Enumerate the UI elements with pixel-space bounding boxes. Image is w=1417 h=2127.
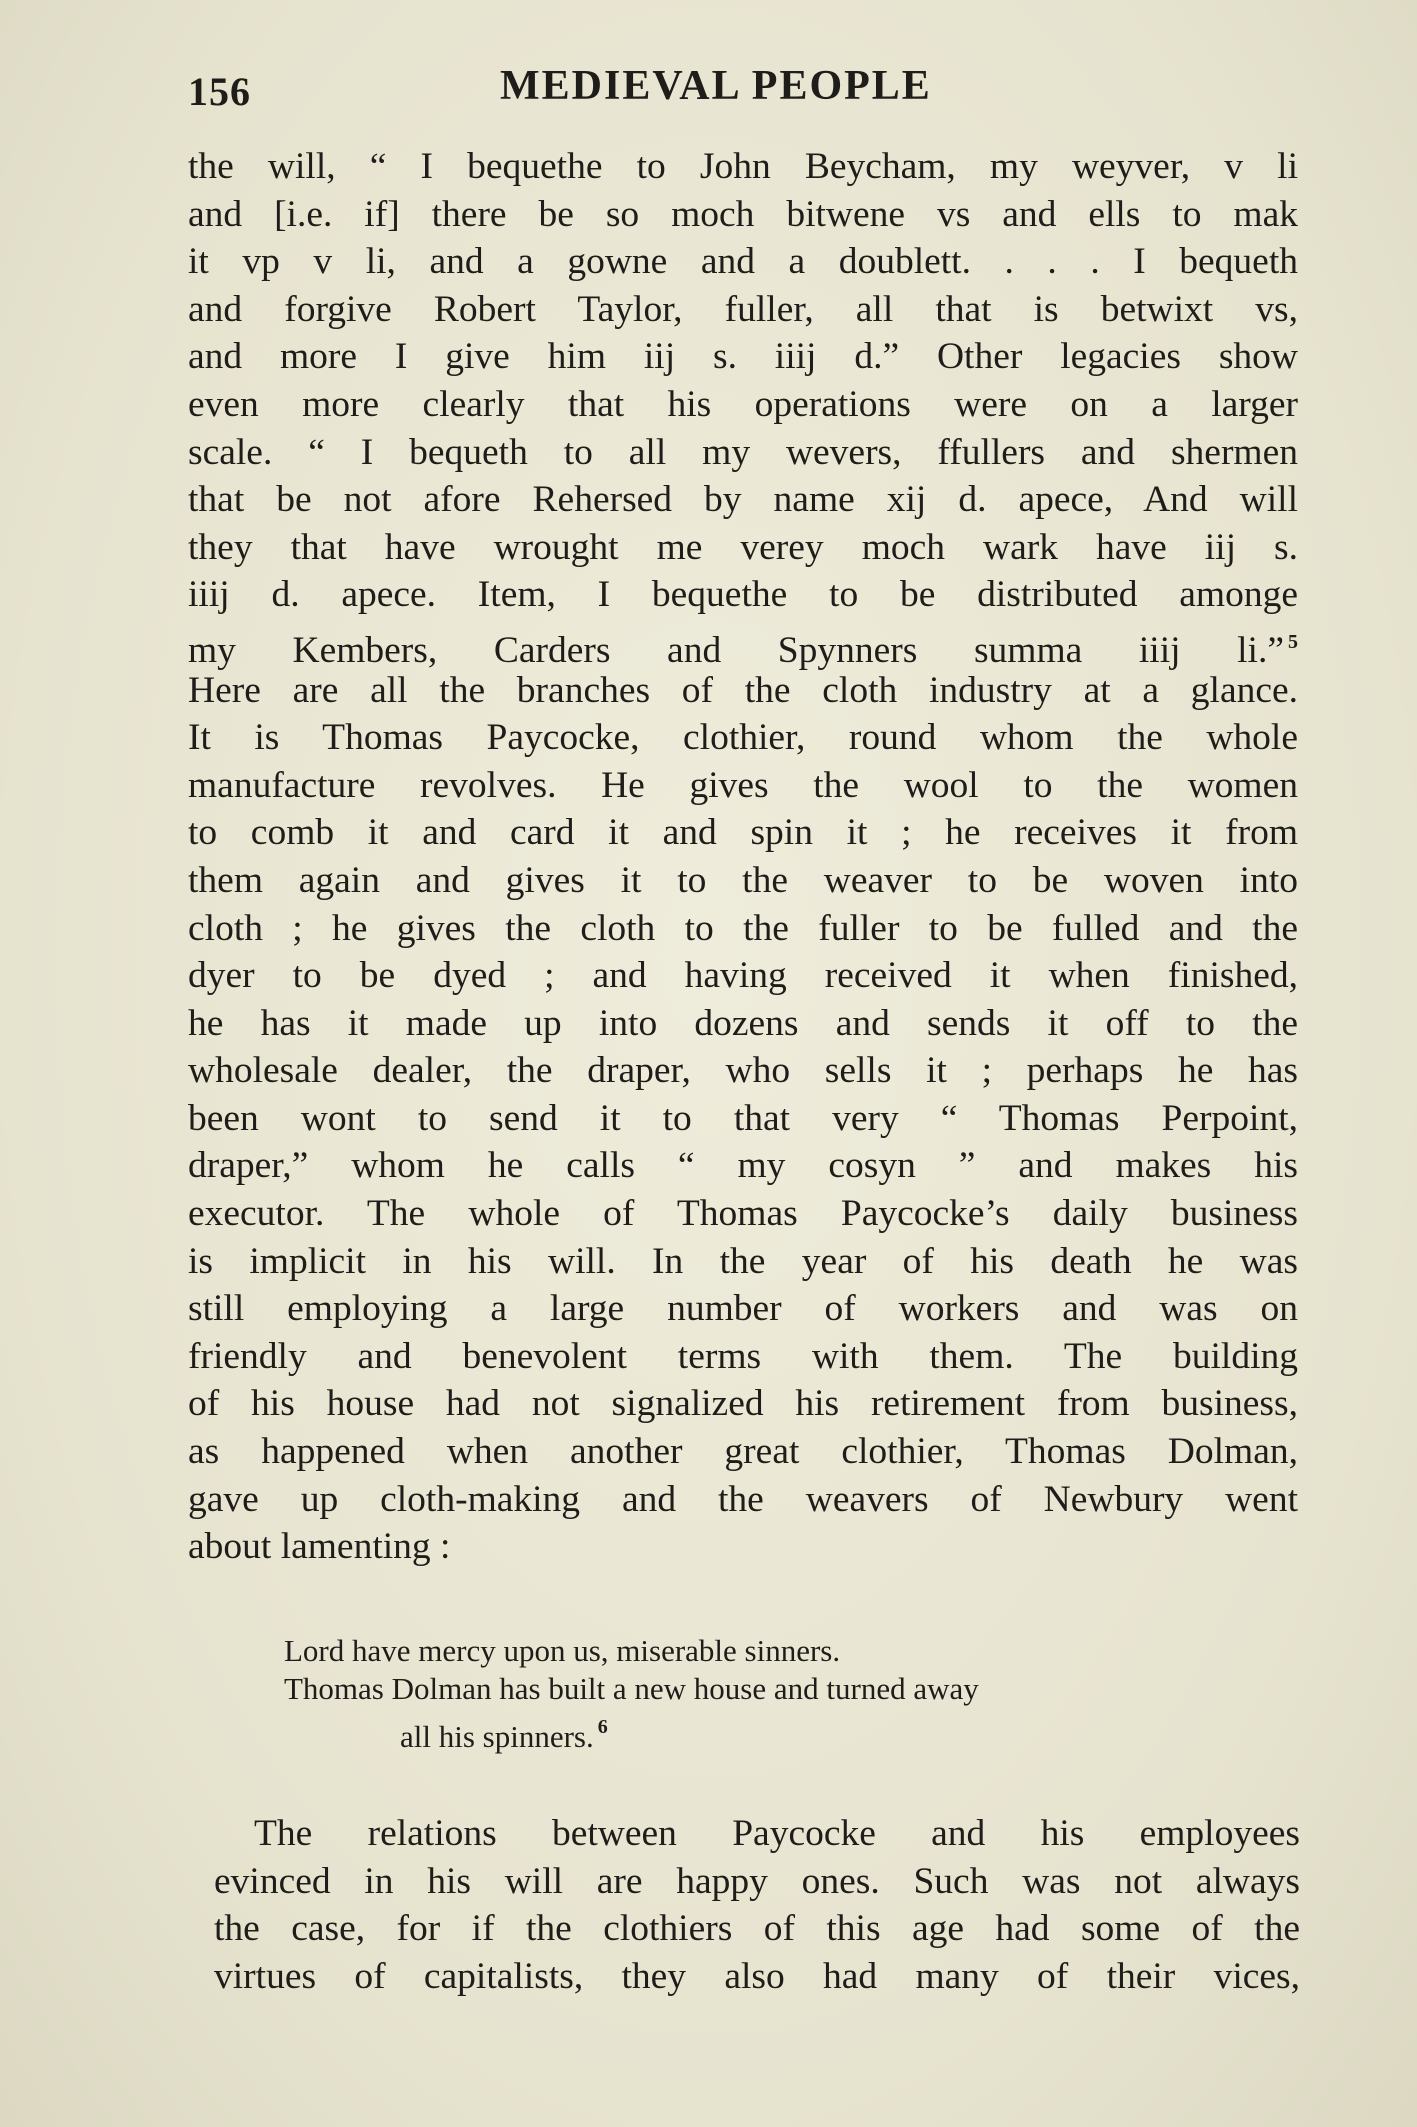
text-line: cloth ; he gives the cloth to the fuller to be fulled and the [188, 907, 1298, 949]
text-line: of his house had not signalized his retirement from business, [188, 1383, 1298, 1425]
text-line: It is Thomas Paycocke, clothier, round whom the whole [188, 717, 1298, 759]
text-line: Here are all the branches of the cloth industry at a glance. [188, 669, 1298, 711]
text-line: The relations between Paycocke and his employees [254, 1813, 1300, 1854]
text-line-content: my Kembers, Carders and Spynners summa iiij li.” [188, 629, 1284, 671]
verse-line: Lord have mercy upon us, miserable sinners. [284, 1633, 841, 1668]
text-line: is implicit in his will. In the year of his death he was [188, 1240, 1298, 1282]
text-line: friendly and benevolent terms with them. The building [188, 1335, 1298, 1377]
paragraph-2 [214, 1810, 1300, 2000]
text-line: been wont to send it to that very “ Thomas Perpoint, [188, 1097, 1298, 1139]
text-line: wholesale dealer, the draper, who sells it ; perhaps he has [188, 1050, 1298, 1092]
verse-line: Thomas Dolman has built a new house and turned away [284, 1671, 979, 1706]
text-line: evinced in his will are happy ones. Such was not always [214, 1860, 1300, 1902]
text-line: and forgive Robert Taylor, fuller, all that is betwixt vs, [188, 288, 1298, 330]
text-line: executor. The whole of Thomas Paycocke’s daily business [188, 1193, 1298, 1235]
text-line: scale. “ I bequeth to all my wevers, ffullers and shermen [188, 431, 1298, 473]
paragraph-1 [188, 143, 1298, 1571]
text-line: they that have wrought me verey moch wark have iij s. [188, 526, 1298, 568]
text-line: gave up cloth-making and the weavers of Newbury went [188, 1478, 1298, 1520]
text-line: the case, for if the clothiers of this age had some of the [214, 1908, 1300, 1950]
text-line: the will, “ I bequethe to John Beycham, my weyver, v li [188, 146, 1298, 187]
text-line: and more I give him iij s. iiij d.” Other legacies show [188, 336, 1298, 378]
text-line: he has it made up into dozens and sends it off to the [188, 1002, 1298, 1044]
text-line: and [i.e. if] there be so moch bitwene vs and ells to mak [188, 193, 1298, 235]
verse-quotation [284, 1632, 1264, 1756]
text-line: draper,” whom he calls “ my cosyn ” and makes his [188, 1145, 1298, 1187]
text-line: as happened when another great clothier, Thomas Dolman, [188, 1431, 1298, 1473]
text-line: even more clearly that his operations were on a larger [188, 383, 1298, 425]
verse-line-with-footnote [284, 1708, 1264, 1756]
text-line: that be not afore Rehersed by name xij d. apece, And will [188, 479, 1298, 521]
text-line: to comb it and card it and spin it ; he receives it from [188, 812, 1298, 854]
footnote-marker: 5 [1288, 630, 1298, 653]
text-line: iiij d. apece. Item, I bequethe to be distributed amonge [188, 574, 1298, 616]
running-head [188, 62, 1288, 122]
text-line: still employing a large number of workers and was on [188, 1288, 1298, 1330]
text-line-with-footnote [188, 619, 1298, 671]
footnote-marker: 6 [597, 1716, 608, 1738]
text-line: dyer to be dyed ; and having received it when finished, [188, 955, 1298, 997]
text-line: virtues of capitalists, they also had many of their vices, [214, 1955, 1300, 1997]
book-title: MEDIEVAL PEOPLE [500, 63, 932, 109]
text-line: about lamenting : [188, 1526, 451, 1568]
page-number: 156 [188, 69, 251, 114]
verse-line-content: all his spinners. [400, 1719, 594, 1754]
text-line: it vp v li, and a gowne and a doublett. . . . I bequeth [188, 241, 1298, 283]
text-line: them again and gives it to the weaver to be woven into [188, 859, 1298, 901]
text-line: manufacture revolves. He gives the wool to the women [188, 764, 1298, 806]
